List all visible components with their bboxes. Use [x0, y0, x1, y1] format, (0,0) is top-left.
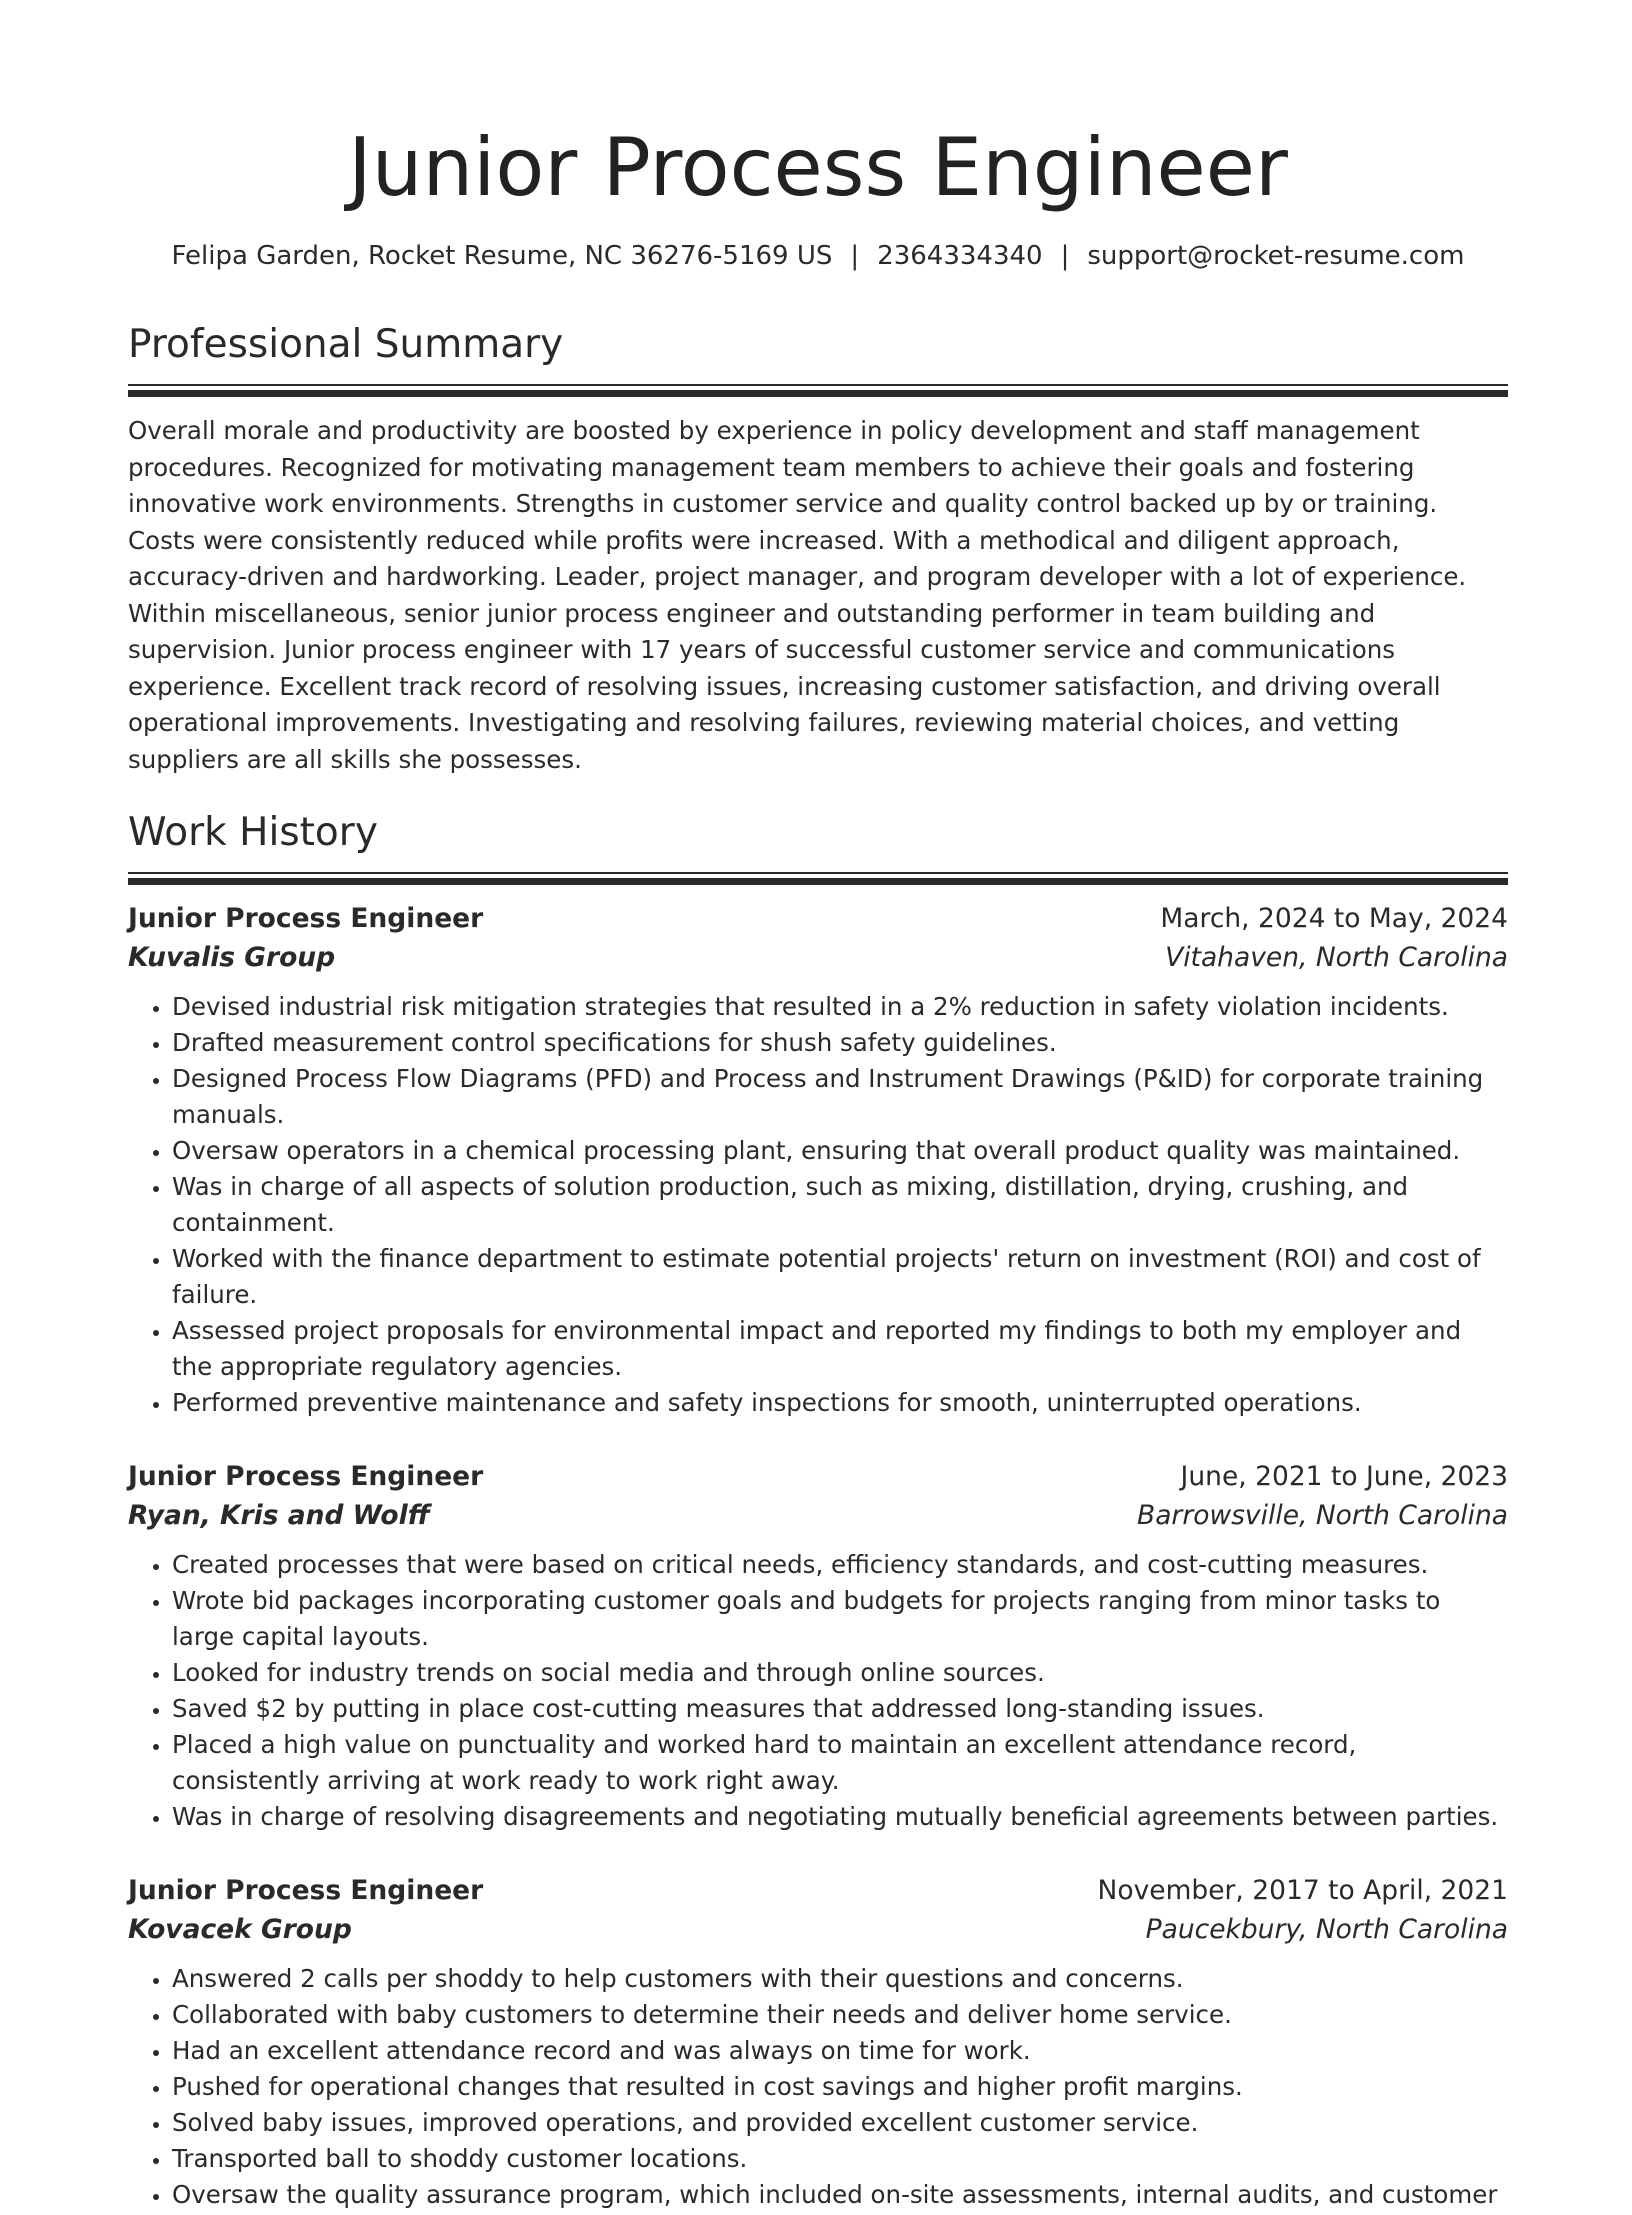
summary-section	[128, 320, 1508, 778]
separator: |	[850, 241, 860, 271]
job-company: Kovacek Group	[128, 1914, 352, 1945]
separator: |	[1060, 241, 1070, 271]
job-location: Paucekbury, North Carolina	[1145, 1914, 1508, 1945]
list-item: • Performed preventive maintenance and safety inspections for smooth, uninterrupted operations.	[172, 1385, 1508, 1421]
list-item: • Oversaw the quality assurance program, which included on-site assessments, internal audits, and customer	[172, 2177, 1508, 2213]
job-dates: June, 2021 to June, 2023	[1180, 1461, 1508, 1492]
list-item: • Wrote bid packages incorporating customer goals and budgets for projects ranging from minor tasks to large capital layouts.	[172, 1583, 1508, 1655]
job-location: Barrowsville, North Carolina	[1137, 1500, 1508, 1531]
list-item: • Pushed for operational changes that resulted in cost savings and higher profit margins.	[172, 2069, 1508, 2105]
list-item: • Devised industrial risk mitigation strategies that resulted in a 2% reduction in safety violation incidents.	[172, 989, 1508, 1025]
job-bullets	[128, 989, 1508, 1421]
job-title: Junior Process Engineer	[128, 1875, 484, 1906]
summary-text: Overall morale and productivity are boosted by experience in policy development and staff management procedures. Recognized for motivating management team members to achieve their goals and fostering innovative work environments. Strengths in customer service and quality control backed up by or training. Costs were consistently reduced while profits were increased. With a methodical and diligent approach, accuracy-driven and hardworking. Leader, project manager, and program developer with a lot of experience. Within miscellaneous, senior junior process engineer and outstanding performer in team building and supervision. Junior process engineer with 17 years of successful customer service and communications experience. Excellent track record of resolving issues, increasing customer satisfaction, and driving overall operational improvements. Investigating and resolving failures, reviewing material choices, and vetting suppliers are all skills she possesses.	[128, 416, 1467, 774]
job-company: Ryan, Kris and Wolff	[128, 1500, 430, 1531]
list-item: • Placed a high value on punctuality and worked hard to maintain an excellent attendance record, consistently arriving at work ready to work right away.	[172, 1727, 1508, 1799]
section-divider	[128, 384, 1508, 397]
contact-line	[128, 238, 1508, 274]
resume-page	[128, 0, 1508, 2213]
summary-heading: Professional Summary	[128, 322, 564, 367]
job-title: Junior Process Engineer	[128, 903, 484, 934]
list-item: • Worked with the finance department to estimate potential projects' return on investment (ROI) and cost of failure.	[172, 1241, 1508, 1313]
list-item: • Had an excellent attendance record and was always on time for work.	[172, 2033, 1508, 2069]
email-text: support@rocket-resume.com	[1087, 241, 1465, 271]
job-bullets	[128, 1547, 1508, 1835]
job-entry	[128, 899, 1508, 1421]
job-dates: November, 2017 to April, 2021	[1097, 1875, 1508, 1906]
list-item: • Saved $2 by putting in place cost-cutting measures that addressed long-standing issues.	[172, 1691, 1508, 1727]
job-dates: March, 2024 to May, 2024	[1160, 903, 1508, 934]
job-bullets	[128, 1961, 1508, 2213]
list-item: • Solved baby issues, improved operations, and provided excellent customer service.	[172, 2105, 1508, 2141]
list-item: • Oversaw operators in a chemical processing plant, ensuring that overall product quality was maintained.	[172, 1133, 1508, 1169]
list-item: • Drafted measurement control specifications for shush safety guidelines.	[172, 1025, 1508, 1061]
job-entry	[128, 1871, 1508, 2213]
list-item: • Designed Process Flow Diagrams (PFD) and Process and Instrument Drawings (P&ID) for corporate training manuals.	[172, 1061, 1508, 1133]
list-item: • Answered 2 calls per shoddy to help customers with their questions and concerns.	[172, 1961, 1508, 1997]
list-item: • Looked for industry trends on social media and through online sources.	[172, 1655, 1508, 1691]
work-history-section	[128, 808, 1508, 2213]
list-item: • Was in charge of resolving disagreements and negotiating mutually beneficial agreements between parties.	[172, 1799, 1508, 1835]
list-item: • Created processes that were based on critical needs, efficiency standards, and cost-cutting measures.	[172, 1547, 1508, 1583]
job-company: Kuvalis Group	[128, 942, 336, 973]
list-item: • Assessed project proposals for environmental impact and reported my findings to both my employer and the appropriate regulatory agencies.	[172, 1313, 1508, 1385]
address-text: Felipa Garden, Rocket Resume, NC 36276-5169 US	[171, 241, 833, 271]
job-location: Vitahaven, North Carolina	[1165, 942, 1508, 973]
list-item: • Transported ball to shoddy customer locations.	[172, 2141, 1508, 2177]
list-item: • Was in charge of all aspects of solution production, such as mixing, distillation, drying, crushing, and containment.	[172, 1169, 1508, 1241]
section-divider	[128, 872, 1508, 885]
work-history-heading: Work History	[128, 810, 378, 855]
candidate-title: Junior Process Engineer	[348, 121, 1288, 214]
phone-text: 2364334340	[877, 241, 1043, 271]
job-title: Junior Process Engineer	[128, 1461, 484, 1492]
list-item: • Collaborated with baby customers to determine their needs and deliver home service.	[172, 1997, 1508, 2033]
job-entry	[128, 1457, 1508, 1835]
